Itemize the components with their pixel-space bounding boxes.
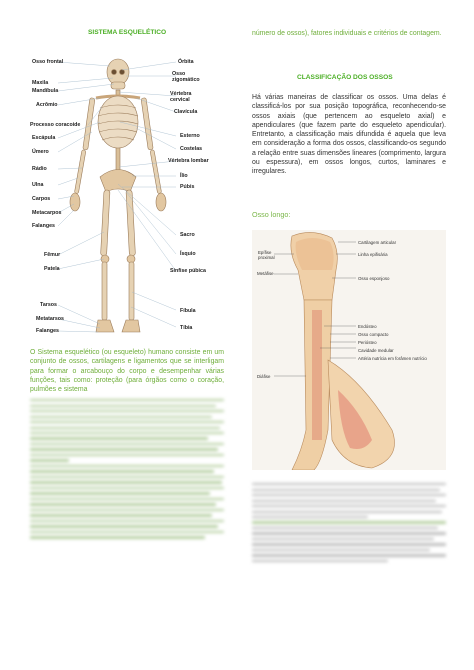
long-bone-subheading: Osso longo: <box>252 210 291 219</box>
label-acromio: Acrômio <box>36 102 58 108</box>
long-bone-illustration <box>252 230 446 470</box>
label-sinfise-pubica: Sínfise púbica <box>170 268 206 274</box>
label-linha-epifisaria: Linha epifisária <box>358 252 388 257</box>
label-osso-frontal: Osso frontal <box>32 59 64 65</box>
classification-heading: CLASSIFICAÇÃO DOS OSSOS <box>297 74 393 81</box>
label-metafise: Metáfise <box>257 271 274 276</box>
label-pubis: Púbis <box>180 184 195 190</box>
label-femur: Fêmur <box>44 252 61 258</box>
label-fibula: Fíbula <box>180 308 196 314</box>
label-epifise-proximal: Epífise proximal <box>258 250 275 260</box>
label-processo-coracoide: Processo coracoide <box>30 122 81 128</box>
label-cartilagem-articular: Cartilagem articular <box>358 240 397 245</box>
label-osso-compacto: Osso compacto <box>358 332 389 337</box>
label-osso-zigomatico: Osso zigomático <box>172 71 200 83</box>
label-tibia: Tíbia <box>180 325 193 331</box>
label-falanges-mao: Falanges <box>32 223 55 229</box>
label-osso-esponjoso: Osso esponjoso <box>358 276 390 281</box>
label-vertebra-lombar: Vértebra lombar <box>168 158 209 164</box>
label-ulna: Ulna <box>32 182 44 188</box>
classification-paragraph: Há várias maneiras de classificar os ossos. Uma delas é classificá-los por sua posição topográfica, reconhecendo-se ossos axiais (que pertencem ao esqueleto axial) e apendiculares (que fazem parte do esqueleto apendicular). Entretanto, a classificação mais difundida é aquela que leva em consideração a forma dos ossos, classificando-os segundo a relação entre suas dimensões lineares (comprimento, largura ou espessura), em ossos longos, curtos, laminares e irregulares. <box>252 94 446 176</box>
label-esterno: Esterno <box>180 133 200 139</box>
label-radio: Rádio <box>32 166 47 172</box>
label-clavicula: Clavícula <box>174 109 198 115</box>
label-metacarpos: Metacarpos <box>32 210 62 216</box>
label-mandibula: Mandíbula <box>32 88 59 94</box>
label-maxila: Maxila <box>32 80 49 86</box>
label-arteria-nutricia: Artéria nutrícia em forâmen nutrício <box>358 356 427 361</box>
label-cavidade-medular: Cavidade medular <box>358 348 394 353</box>
intro-paragraph: O Sistema esquelético (ou esqueleto) humano consiste em um conjunto de ossos, cartilagens e ligamentos que se interligam para formar o arcabouço do corpo e desempenhar várias funções, tais como: proteção (para órgãos como o coração, pulmões e sistema <box>30 349 224 394</box>
skeleton-title: SISTEMA ESQUELÉTICO <box>88 29 167 36</box>
label-patela: Patela <box>44 266 60 272</box>
label-orbita: Órbita <box>178 59 194 65</box>
label-carpos: Carpos <box>32 196 51 202</box>
label-diafise: Diáfise <box>257 374 271 379</box>
label-endosteo: Endósteo <box>358 324 377 329</box>
label-escapula: Escápula <box>32 135 56 141</box>
label-metatarsos: Metatarsos <box>36 316 64 322</box>
label-umero: Úmero <box>32 149 49 155</box>
blurred-text-left <box>30 396 224 542</box>
blurred-text-right <box>252 480 446 565</box>
label-falanges-pe: Falanges <box>36 328 59 334</box>
continuation-text: número de ossos), fatores individuais e critérios de contagem. <box>252 30 442 37</box>
label-costelas: Costelas <box>180 146 203 152</box>
label-vertebra-cervical: Vértebra cervical <box>170 91 192 103</box>
label-periosteo: Periósteo <box>358 340 377 345</box>
label-ilio: Ílio <box>180 173 188 179</box>
label-sacro: Sacro <box>180 232 195 238</box>
label-tarsos: Tarsos <box>40 302 57 308</box>
label-isquio: Ísquio <box>180 251 196 257</box>
